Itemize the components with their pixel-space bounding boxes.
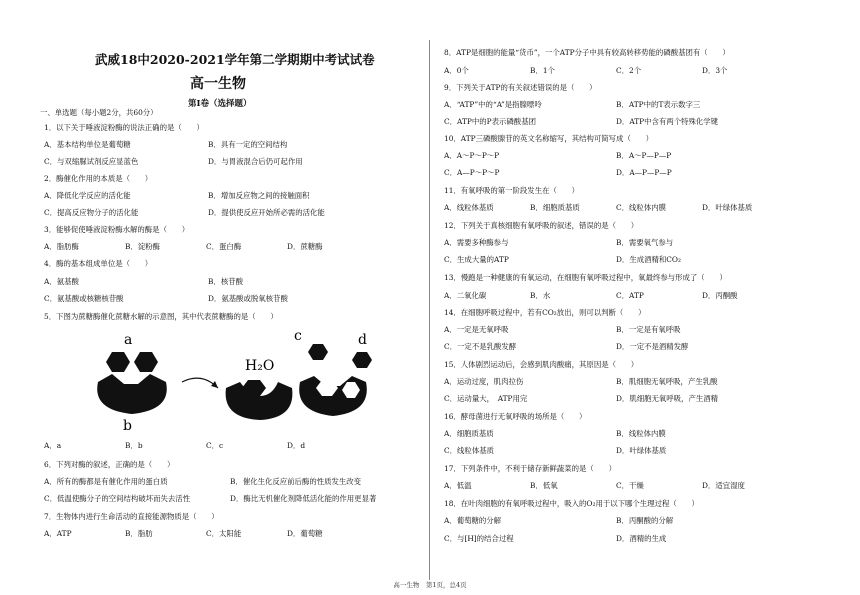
question-4: 4．酶的基本组成单位是（ ） [44,259,153,268]
q4-option-c: C．氨基酸或核糖核苷酸 [44,294,124,303]
q16-option-a: A．细胞质基质 [444,429,494,438]
subject-title: 高一生物 [190,76,246,92]
q8-option-b: B．1个 [530,66,555,75]
q18-option-d: D．酒精的生成 [616,534,667,543]
q6-option-b: B．催化生化反应前后酶的性质发生改变 [230,477,362,486]
q1-option-a: A．基本结构单位是葡萄糖 [44,140,131,149]
q17-option-b: B．低氧 [530,481,558,490]
question-6: 6．下列对酶的叙述，正确的是（ ） [44,460,175,469]
question-12: 12．下列关于真核细胞有氧呼吸的叙述，错误的是（ ） [444,221,639,230]
q4-option-a: A．氨基酸 [44,277,79,286]
q16-option-c: C．线粒体基质 [444,446,494,455]
q12-option-d: D．生成酒精和CO₂ [616,255,681,264]
q1-option-d: D．与胃液混合后仍可起作用 [208,157,303,166]
q5-option-b: B．b [125,441,143,450]
q2-option-a: A．降低化学反应的活化能 [44,191,131,200]
q7-option-a: A．ATP [44,529,72,538]
q14-option-c: C．一定不是乳酸发酵 [444,342,517,351]
q14-option-d: D．一定不是酒精发酵 [616,342,689,351]
q12-option-b: B．需要氧气参与 [616,238,674,247]
q11-option-b: B．细胞质基质 [530,203,580,212]
q6-option-a: A．所有的酶都是有催化作用的蛋白质 [44,477,168,486]
q17-option-a: A．低温 [444,481,472,490]
q11-option-d: D．叶绿体基质 [702,203,753,212]
q6-option-c: C．低温使酶分子的空间结构破坏而失去活性 [44,494,191,503]
q14-option-b: B．一定是有氧呼吸 [616,325,681,334]
question-15: 15．人体剧烈运动后，会感到肌肉酸痛，其原因是（ ） [444,360,639,369]
q11-option-c: C．线粒体内膜 [616,203,666,212]
q4-option-b: B．核苷酸 [208,277,243,286]
q5-option-a: A．a [44,441,62,450]
q7-option-d: D．葡萄糖 [287,529,323,538]
hexagon-a-left [106,352,130,372]
q15-option-d: D．肌细胞无氧呼吸，产生酒精 [616,394,719,403]
section-heading: 一、单选题（每小题2分，共60分） [40,108,158,117]
question-17: 17．下列条件中，不利于储存新鲜蔬菜的是（ ） [444,464,617,473]
product-c [308,344,328,360]
q15-option-a: A．运动过度，肌肉拉伤 [444,377,524,386]
figure-label-b: b [123,418,132,434]
question-5: 5．下图为蔗糖酶催化蔗糖水解的示意图，其中代表蔗糖酶的是（ ） [44,312,278,321]
q15-option-b: B．肌细胞无氧呼吸，产生乳酸 [616,377,718,386]
enzyme-b-left [97,374,167,414]
q13-option-a: A．二氧化碳 [444,291,487,300]
q10-option-c: C．A—P～P～P [444,168,500,177]
q3-option-b: B．淀粉酶 [125,242,160,251]
page-footer: 高一生物 第1页，总4页 [393,581,467,589]
q13-option-d: D．丙酮酸 [702,291,738,300]
q6-option-d: D．酶比无机催化剂降低活化能的作用更显著 [230,494,377,503]
question-16: 16．酵母菌进行无氧呼吸的场所是（ ） [444,412,587,421]
q18-option-a: A．葡萄糖的分解 [444,516,502,525]
q1-option-b: B．具有一定的空间结构 [208,140,288,149]
question-18: 18．在叶肉细胞的有氧呼吸过程中，吸入的O₂用于以下哪个生理过程（ ） [444,499,699,508]
q13-option-c: C．ATP [616,291,644,300]
q17-option-c: C．干燥 [616,481,644,490]
q16-option-b: B．线粒体内膜 [616,429,666,438]
q12-option-c: C．生成大量的ATP [444,255,509,264]
q10-option-a: A．A～P～P～P [444,151,500,160]
q8-option-a: A．0个 [444,66,469,75]
question-8: 8．ATP是细胞的能量“货币”，一个ATP分子中具有较高转移势能的磷酸基团有（ ） [444,48,730,57]
q15-option-c: C．运动量大， ATP用完 [444,394,528,403]
question-10: 10．ATP三磷酸腺苷的英文名称缩写，其结构可简写成（ ） [444,134,654,143]
part-title: 第Ⅰ卷（选择题） [188,99,252,109]
column-divider [429,40,430,580]
q3-option-d: D．蔗糖酶 [287,242,323,251]
figure-label-c: c [294,330,302,344]
q18-option-b: B．丙酮酸的分解 [616,516,674,525]
q8-option-c: C．2个 [616,66,642,75]
question-1: 1．以下关于唾液淀粉酶的说法正确的是（ ） [44,123,204,132]
question-3: 3．能够促使唾液淀粉酶水解的酶是（ ） [44,225,190,234]
q2-option-c: C．提高反应物分子的活化能 [44,208,139,217]
q9-option-b: B．ATP中的T表示数字三 [616,100,701,109]
q9-option-a: A．“ATP”中的“A”是指腺嘌呤 [444,100,542,109]
q10-option-b: B．A～P—P—P [616,151,672,160]
q9-option-d: D．ATP中含有两个特殊化学键 [616,117,719,126]
reaction-arrow [182,378,218,388]
question-2: 2．酶催化作用的本质是（ ） [44,174,153,183]
q7-option-b: B．脂肪 [125,529,153,538]
q17-option-d: D．适宜湿度 [702,481,745,490]
q12-option-a: A．需要多种酶参与 [444,238,509,247]
figure-label-h2o: H₂O [245,358,275,374]
q1-option-c: C．与双缩脲试剂反应显蓝色 [44,157,139,166]
q5-option-c: C．c [206,441,224,450]
hexagon-a-right [134,352,158,372]
product-d [352,352,372,368]
q3-option-a: A．脂肪酶 [44,242,79,251]
q10-option-d: D．A—P—P—P [616,168,672,177]
question-11: 11．有氧呼吸的第一阶段发生在（ ） [444,186,580,195]
arrow-head [211,381,218,388]
q16-option-d: D．叶绿体基质 [616,446,667,455]
q5-option-d: D．d [287,441,306,450]
q2-option-b: B．增加反应物之间的接触面积 [208,191,310,200]
q11-option-a: A．线粒体基质 [444,203,494,212]
q3-option-c: C．蛋白酶 [206,242,242,251]
q8-option-d: D．3个 [702,66,728,75]
figure-label-d: d [358,332,367,348]
q9-option-c: C．ATP中的P表示磷酸基团 [444,117,536,126]
q4-option-d: D．氨基酸或脱氧核苷酸 [208,294,288,303]
figure-label-a: a [124,332,133,348]
q2-option-d: D．提供使反应开始所必需的活化能 [208,208,325,217]
q18-option-c: C．与[H]的结合过程 [444,534,514,543]
q14-option-a: A．一定是无氧呼吸 [444,325,509,334]
question-9: 9．下列关于ATP的有关叙述错误的是（ ） [444,83,597,92]
question-7: 7．生物体内进行生命活动的直接能源物质是（ ） [44,512,219,521]
question-13: 13．慢跑是一种健康的有氧运动，在细胞有氧呼吸过程中，氧最终参与形成了（ ） [444,273,727,282]
q13-option-b: B．水 [530,291,551,300]
q7-option-c: C．太阳能 [206,529,242,538]
question-14: 14．在细胞呼吸过程中，若有CO₂放出，则可以判断（ ） [444,308,646,317]
exam-title: 武威18中2020-2021学年第二学期期中考试试卷 [95,52,375,67]
enzyme-hydrolysis-figure [90,330,380,435]
